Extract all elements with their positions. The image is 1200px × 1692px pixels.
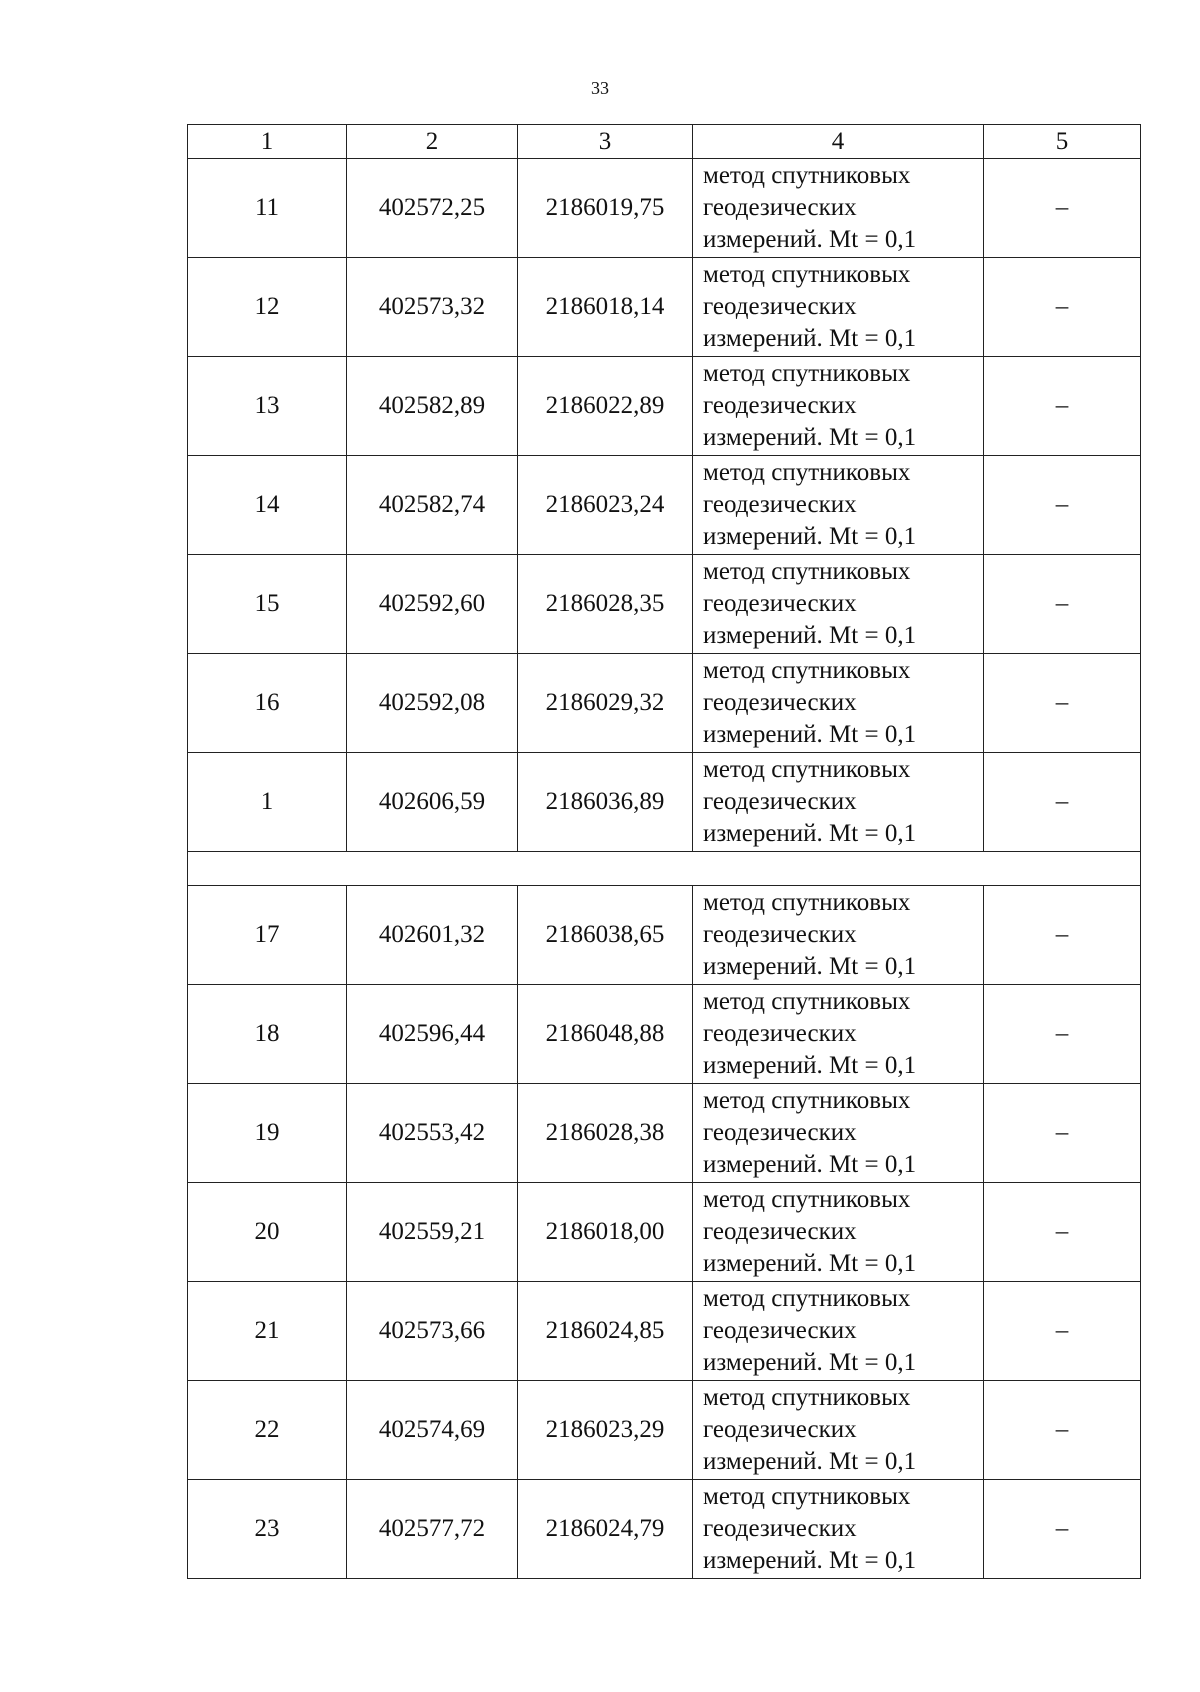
method-text-line: геодезических: [703, 1317, 857, 1344]
note-cell: [984, 1282, 1141, 1381]
separator-row: [188, 852, 1141, 886]
method-text-line: измерений. Mt = 0,1: [703, 424, 917, 451]
dash-mark: –: [1055, 1317, 1069, 1344]
table-row: [188, 159, 1141, 258]
point-number-cell: 17: [188, 886, 347, 985]
method-text-line: метод спутниковых: [703, 162, 911, 189]
table-row: [188, 258, 1141, 357]
note-cell: [984, 357, 1141, 456]
y-coordinate-cell: 2186028,35: [518, 555, 693, 654]
point-number-cell: 15: [188, 555, 347, 654]
table-row: [188, 753, 1141, 852]
table-row: [188, 985, 1141, 1084]
note-cell: [984, 1480, 1141, 1579]
note-cell: [984, 555, 1141, 654]
dash-mark: –: [1055, 1020, 1069, 1047]
point-number-cell: 23: [188, 1480, 347, 1579]
table-row: [188, 654, 1141, 753]
point-number-cell: 18: [188, 985, 347, 1084]
point-number-cell: 20: [188, 1183, 347, 1282]
table-row: [188, 1084, 1141, 1183]
y-coordinate-cell: 2186038,65: [518, 886, 693, 985]
table-row: [188, 357, 1141, 456]
method-text-line: метод спутниковых: [703, 261, 911, 288]
method-text-line: измерений. Mt = 0,1: [703, 622, 917, 649]
point-number-cell: 22: [188, 1381, 347, 1480]
method-text-line: геодезических: [703, 921, 857, 948]
note-cell: [984, 456, 1141, 555]
table-row: [188, 1183, 1141, 1282]
point-number-cell: 14: [188, 456, 347, 555]
method-text-line: измерений. Mt = 0,1: [703, 1250, 917, 1277]
method-text-line: измерений. Mt = 0,1: [703, 1151, 917, 1178]
method-text-line: геодезических: [703, 194, 857, 221]
method-text-line: геодезических: [703, 1119, 857, 1146]
x-coordinate-cell: 402601,32: [347, 886, 518, 985]
dash-mark: –: [1055, 1119, 1069, 1146]
method-cell: [693, 456, 984, 555]
method-text-line: геодезических: [703, 689, 857, 716]
method-cell: [693, 159, 984, 258]
y-coordinate-cell: 2186019,75: [518, 159, 693, 258]
point-number-cell: 16: [188, 654, 347, 753]
note-cell: [984, 654, 1141, 753]
x-coordinate-cell: 402577,72: [347, 1480, 518, 1579]
x-coordinate-cell: 402582,74: [347, 456, 518, 555]
method-text-line: геодезических: [703, 293, 857, 320]
header-cell-4: 4: [693, 125, 984, 159]
y-coordinate-cell: 2186024,85: [518, 1282, 693, 1381]
method-cell: [693, 753, 984, 852]
method-text-line: измерений. Mt = 0,1: [703, 721, 917, 748]
table-row: [188, 886, 1141, 985]
method-text-line: метод спутниковых: [703, 558, 911, 585]
dash-mark: –: [1055, 392, 1069, 419]
method-cell: [693, 1282, 984, 1381]
point-number-cell: 12: [188, 258, 347, 357]
method-text-line: измерений. Mt = 0,1: [703, 226, 917, 253]
method-text-line: метод спутниковых: [703, 1087, 911, 1114]
x-coordinate-cell: 402573,66: [347, 1282, 518, 1381]
method-cell: [693, 1480, 984, 1579]
y-coordinate-cell: 2186018,00: [518, 1183, 693, 1282]
x-coordinate-cell: 402596,44: [347, 985, 518, 1084]
header-cell-1: 1: [188, 125, 347, 159]
note-cell: [984, 1381, 1141, 1480]
method-text-line: метод спутниковых: [703, 1384, 911, 1411]
method-text-line: метод спутниковых: [703, 657, 911, 684]
dash-mark: –: [1055, 788, 1069, 815]
note-cell: [984, 985, 1141, 1084]
header-cell-5: 5: [984, 125, 1141, 159]
x-coordinate-cell: 402573,32: [347, 258, 518, 357]
method-text-line: измерений. Mt = 0,1: [703, 523, 917, 550]
y-coordinate-cell: 2186023,29: [518, 1381, 693, 1480]
table-row: [188, 456, 1141, 555]
method-text-line: измерений. Mt = 0,1: [703, 1349, 917, 1376]
method-text-line: измерений. Mt = 0,1: [703, 325, 917, 352]
method-text-line: измерений. Mt = 0,1: [703, 953, 917, 980]
y-coordinate-cell: 2186024,79: [518, 1480, 693, 1579]
table-row: [188, 1480, 1141, 1579]
method-text-line: измерений. Mt = 0,1: [703, 820, 917, 847]
method-text-line: геодезических: [703, 788, 857, 815]
note-cell: [984, 1084, 1141, 1183]
x-coordinate-cell: 402592,08: [347, 654, 518, 753]
method-cell: [693, 1084, 984, 1183]
y-coordinate-cell: 2186023,24: [518, 456, 693, 555]
method-text-line: измерений. Mt = 0,1: [703, 1547, 917, 1574]
x-coordinate-cell: 402574,69: [347, 1381, 518, 1480]
y-coordinate-cell: 2186028,38: [518, 1084, 693, 1183]
method-text-line: метод спутниковых: [703, 459, 911, 486]
x-coordinate-cell: 402559,21: [347, 1183, 518, 1282]
point-number-cell: 1: [188, 753, 347, 852]
method-text-line: геодезических: [703, 590, 857, 617]
method-text-line: метод спутниковых: [703, 889, 911, 916]
table-row: [188, 1381, 1141, 1480]
method-text-line: метод спутниковых: [703, 988, 911, 1015]
method-text-line: геодезических: [703, 1020, 857, 1047]
table-row: [188, 1282, 1141, 1381]
point-number-cell: 11: [188, 159, 347, 258]
y-coordinate-cell: 2186029,32: [518, 654, 693, 753]
method-cell: [693, 985, 984, 1084]
method-text-line: метод спутниковых: [703, 1285, 911, 1312]
y-coordinate-cell: 2186048,88: [518, 985, 693, 1084]
method-cell: [693, 258, 984, 357]
dash-mark: –: [1055, 1416, 1069, 1443]
method-text-line: метод спутниковых: [703, 756, 911, 783]
dash-mark: –: [1055, 491, 1069, 518]
method-cell: [693, 886, 984, 985]
method-text-line: измерений. Mt = 0,1: [703, 1052, 917, 1079]
note-cell: [984, 159, 1141, 258]
x-coordinate-cell: 402606,59: [347, 753, 518, 852]
method-text-line: геодезических: [703, 491, 857, 518]
x-coordinate-cell: 402592,60: [347, 555, 518, 654]
coordinates-table: [187, 124, 1141, 1579]
point-number-cell: 19: [188, 1084, 347, 1183]
method-text-line: геодезических: [703, 1515, 857, 1542]
page-number: 33: [591, 78, 609, 98]
method-cell: [693, 357, 984, 456]
point-number-cell: 21: [188, 1282, 347, 1381]
method-text-line: геодезических: [703, 392, 857, 419]
note-cell: [984, 258, 1141, 357]
note-cell: [984, 753, 1141, 852]
dash-mark: –: [1055, 1218, 1069, 1245]
method-text-line: метод спутниковых: [703, 360, 911, 387]
header-cell-3: 3: [518, 125, 693, 159]
table-row: [188, 555, 1141, 654]
note-cell: [984, 1183, 1141, 1282]
y-coordinate-cell: 2186036,89: [518, 753, 693, 852]
point-number-cell: 13: [188, 357, 347, 456]
dash-mark: –: [1055, 590, 1069, 617]
method-cell: [693, 1381, 984, 1480]
header-cell-2: 2: [347, 125, 518, 159]
dash-mark: –: [1055, 1515, 1069, 1542]
dash-mark: –: [1055, 921, 1069, 948]
dash-mark: –: [1055, 293, 1069, 320]
y-coordinate-cell: 2186018,14: [518, 258, 693, 357]
dash-mark: –: [1055, 689, 1069, 716]
method-text-line: геодезических: [703, 1218, 857, 1245]
y-coordinate-cell: 2186022,89: [518, 357, 693, 456]
x-coordinate-cell: 402553,42: [347, 1084, 518, 1183]
dash-mark: –: [1055, 194, 1069, 221]
method-cell: [693, 654, 984, 753]
separator-cell: [188, 852, 1141, 886]
method-text-line: геодезических: [703, 1416, 857, 1443]
method-text-line: метод спутниковых: [703, 1483, 911, 1510]
note-cell: [984, 886, 1141, 985]
method-cell: [693, 1183, 984, 1282]
table-header-row: [188, 125, 1141, 159]
method-cell: [693, 555, 984, 654]
method-text-line: измерений. Mt = 0,1: [703, 1448, 917, 1475]
x-coordinate-cell: 402582,89: [347, 357, 518, 456]
x-coordinate-cell: 402572,25: [347, 159, 518, 258]
method-text-line: метод спутниковых: [703, 1186, 911, 1213]
